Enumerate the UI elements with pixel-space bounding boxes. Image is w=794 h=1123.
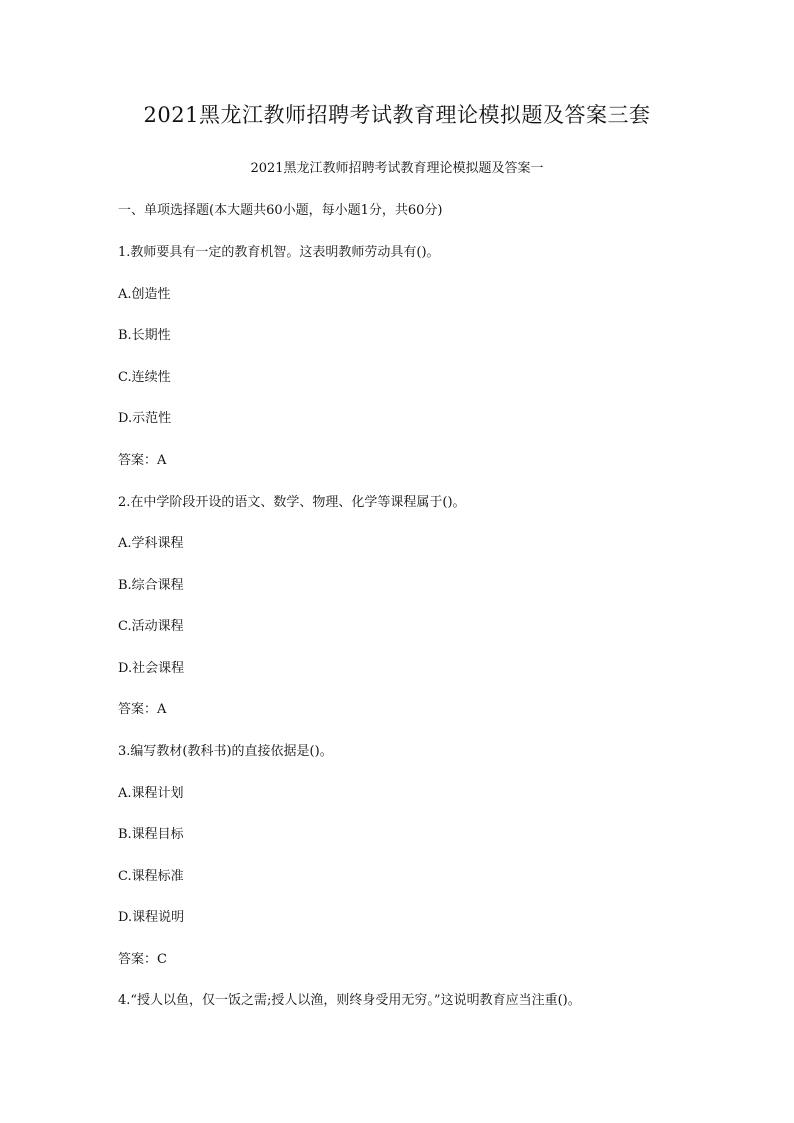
question-1-option-c: C.连续性: [118, 370, 171, 385]
question-4-stem: 4.“授人以鱼，仅一饭之需;授人以渔，则终身受用无穷。”这说明教育应当注重()。: [118, 993, 581, 1008]
question-1-answer: 答案：A: [118, 453, 167, 468]
question-1-stem: 1.教师要具有一定的教育机智。这表明教师劳动具有()。: [118, 245, 440, 260]
question-2-option-b: B.综合课程: [118, 578, 184, 593]
question-1-option-d: D.示范性: [118, 411, 172, 426]
question-2-option-c: C.活动课程: [118, 619, 184, 634]
question-3-option-d: D.课程说明: [118, 910, 185, 925]
question-2-option-a: A.学科课程: [118, 536, 184, 551]
document-title: 2021黑龙江教师招聘考试教育理论模拟题及答案三套: [143, 103, 651, 127]
question-3-option-b: B.课程目标: [118, 827, 184, 842]
question-3-answer: 答案：C: [118, 952, 167, 967]
section-heading: 一、单项选择题(本大题共60小题，每小题1分，共60分): [118, 203, 443, 218]
question-2-answer: 答案：A: [118, 702, 167, 717]
question-3-stem: 3.编写教材(教科书)的直接依据是()。: [118, 744, 333, 759]
question-1-option-b: B.长期性: [118, 328, 171, 343]
question-2-option-d: D.社会课程: [118, 661, 185, 676]
document-subtitle: 2021黑龙江教师招聘考试教育理论模拟题及答案一: [250, 161, 544, 176]
question-2-stem: 2.在中学阶段开设的语文、数学、物理、化学等课程属于()。: [118, 495, 466, 510]
question-3-option-c: C.课程标准: [118, 869, 184, 884]
question-1-option-a: A.创造性: [118, 287, 171, 302]
question-3-option-a: A.课程计划: [118, 786, 184, 801]
